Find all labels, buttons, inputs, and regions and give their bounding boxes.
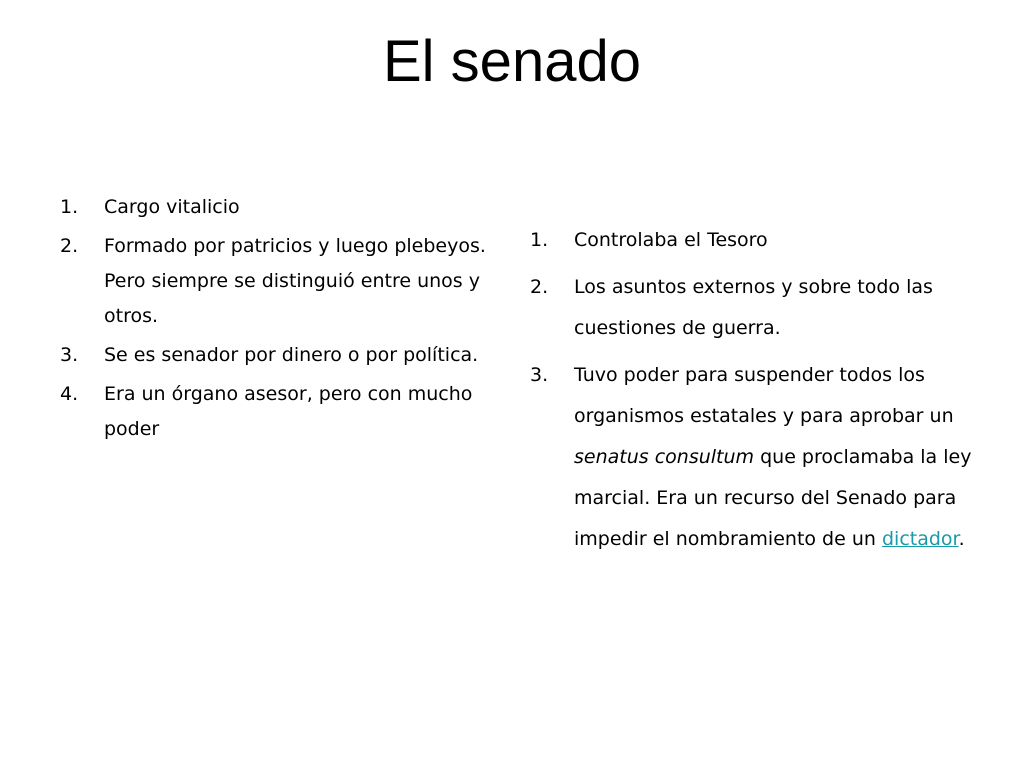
list-item-text: Se es senador por dinero o por política. — [104, 344, 479, 366]
list-number: 1. — [530, 229, 549, 251]
right-column — [530, 220, 990, 566]
list-item-text-part: . — [958, 528, 965, 550]
list-number: 2. — [530, 276, 549, 298]
list-number: 3. — [60, 344, 79, 366]
right-list-item-3 — [530, 355, 990, 560]
right-list — [530, 220, 990, 560]
list-number: 4. — [60, 383, 79, 405]
list-number: 2. — [60, 235, 79, 257]
list-item-text: Formado por patricios y luego plebeyos. Pero siempre se distinguió entre unos y otros. — [104, 235, 486, 327]
left-list-item-4 — [60, 377, 500, 447]
slide-title: El senado — [383, 29, 641, 94]
left-list-item-3 — [60, 338, 500, 373]
list-number: 1. — [60, 196, 79, 218]
right-list-item-2 — [530, 267, 990, 349]
left-column — [60, 190, 500, 451]
list-item-text: Cargo vitalicio — [104, 196, 240, 218]
left-list-item-2 — [60, 229, 500, 334]
list-item-text: Era un órgano asesor, pero con mucho poder — [104, 383, 473, 440]
right-list-item-1 — [530, 220, 990, 261]
left-list-item-1 — [60, 190, 500, 225]
dictador-link[interactable]: dictador — [881, 528, 959, 550]
list-item-text-part: Tuvo poder para suspender todos los organismos estatales y para aprobar un — [574, 364, 954, 427]
left-list — [60, 190, 500, 447]
list-number: 3. — [530, 364, 549, 386]
list-item-text: Controlaba el Tesoro — [574, 229, 768, 251]
latin-term: senatus consultum — [574, 446, 755, 468]
list-item-text: Los asuntos externos y sobre todo las cuestiones de guerra. — [574, 276, 933, 339]
list-item-text-part: que proclamaba la ley marcial. Era un recurso del Senado para impedir el nombramiento de un — [574, 446, 972, 550]
